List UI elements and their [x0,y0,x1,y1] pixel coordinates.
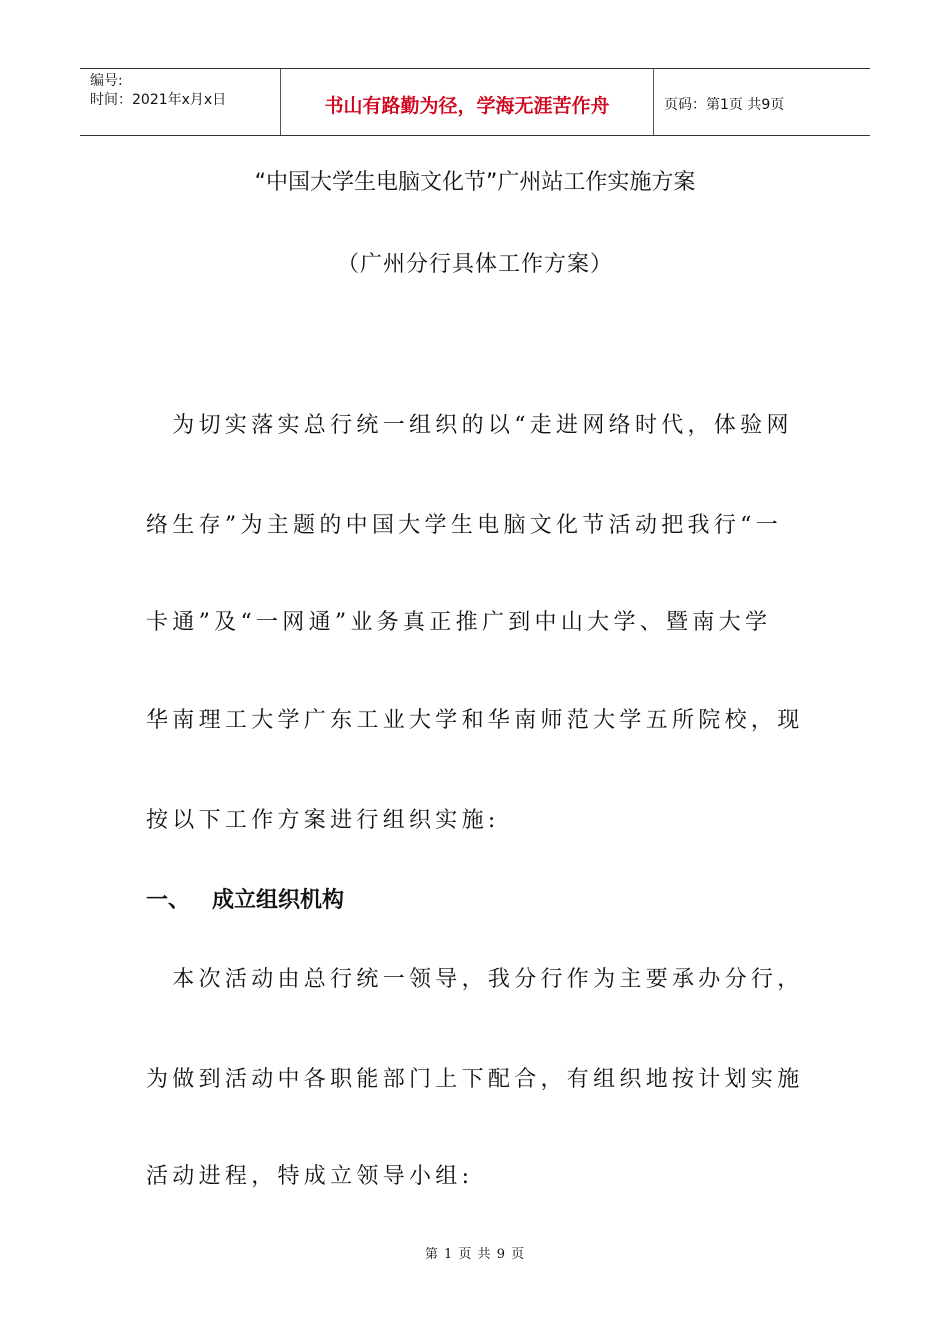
paragraph-line: 本次活动由总行统一领导，我分行作为主要承办分行， [146,967,804,992]
paragraph-line: 卡通”及“一网通”业务真正推广到中山大学、暨南大学 [146,610,772,635]
page-footer: 第 1 页 共 9 页 [424,1247,526,1262]
section-number: 一、 [146,888,191,913]
section-heading [146,884,344,918]
paragraph-line: 为做到活动中各职能部门上下配合，有组织地按计划实施 [146,1067,804,1092]
paragraph-line: 按以下工作方案进行组织实施: [146,808,500,833]
header-page-info: 页码：第1页 共9页 [664,97,785,113]
header-meta-cell [80,69,281,135]
date-label: 时间：2021年x月x日 [90,92,227,108]
paragraph-line: 活动进程，特成立领导小组: [146,1164,474,1189]
document-title: “中国大学生电脑文化节”广州站工作实施方案 [254,170,696,195]
paragraph-line: 华南理工大学广东工业大学和华南师范大学五所院校，现 [146,708,804,733]
document-subtitle: （广州分行具体工作方案） [336,252,613,277]
serial-number-label: 编号: [90,73,123,89]
header-motto: 书山有路勤为径，学海无涯苦作舟 [281,69,654,135]
section-title: 成立组织机构 [212,888,345,913]
document-header [80,68,870,136]
paragraph-line: 为切实落实总行统一组织的以“走进网络时代，体验网 [146,413,793,438]
paragraph-line: 络生存”为主题的中国大学生电脑文化节活动把我行“一 [146,513,782,538]
